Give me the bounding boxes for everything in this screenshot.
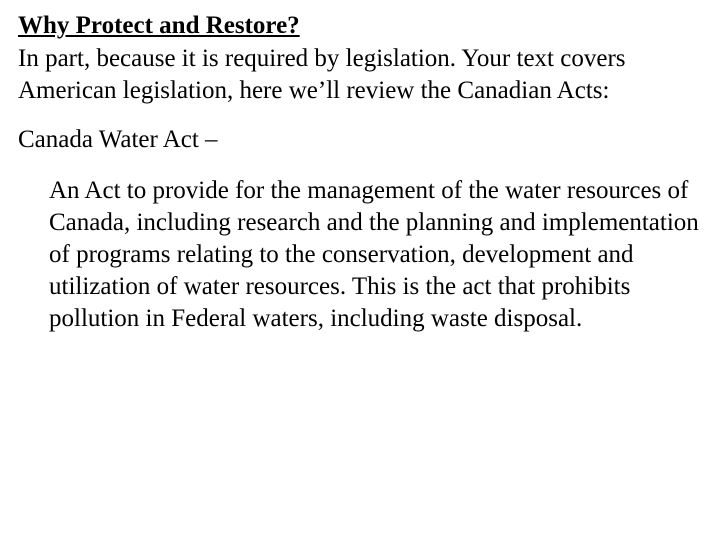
slide-title: Why Protect and Restore?	[18, 12, 300, 39]
intro-paragraph: In part, because it is required by legislation. Your text covers American legislation, here we’ll review the Canadian Acts:	[18, 45, 626, 104]
act-description: An Act to provide for the management of the water resources of Canada, including research and the planning and implementation of programs relating to the conservation, development and utilization of water resources. This is the act that prohibits pollution in Federal waters, including waste disposal.	[49, 177, 699, 332]
act-name: Canada Water Act –	[18, 126, 218, 153]
